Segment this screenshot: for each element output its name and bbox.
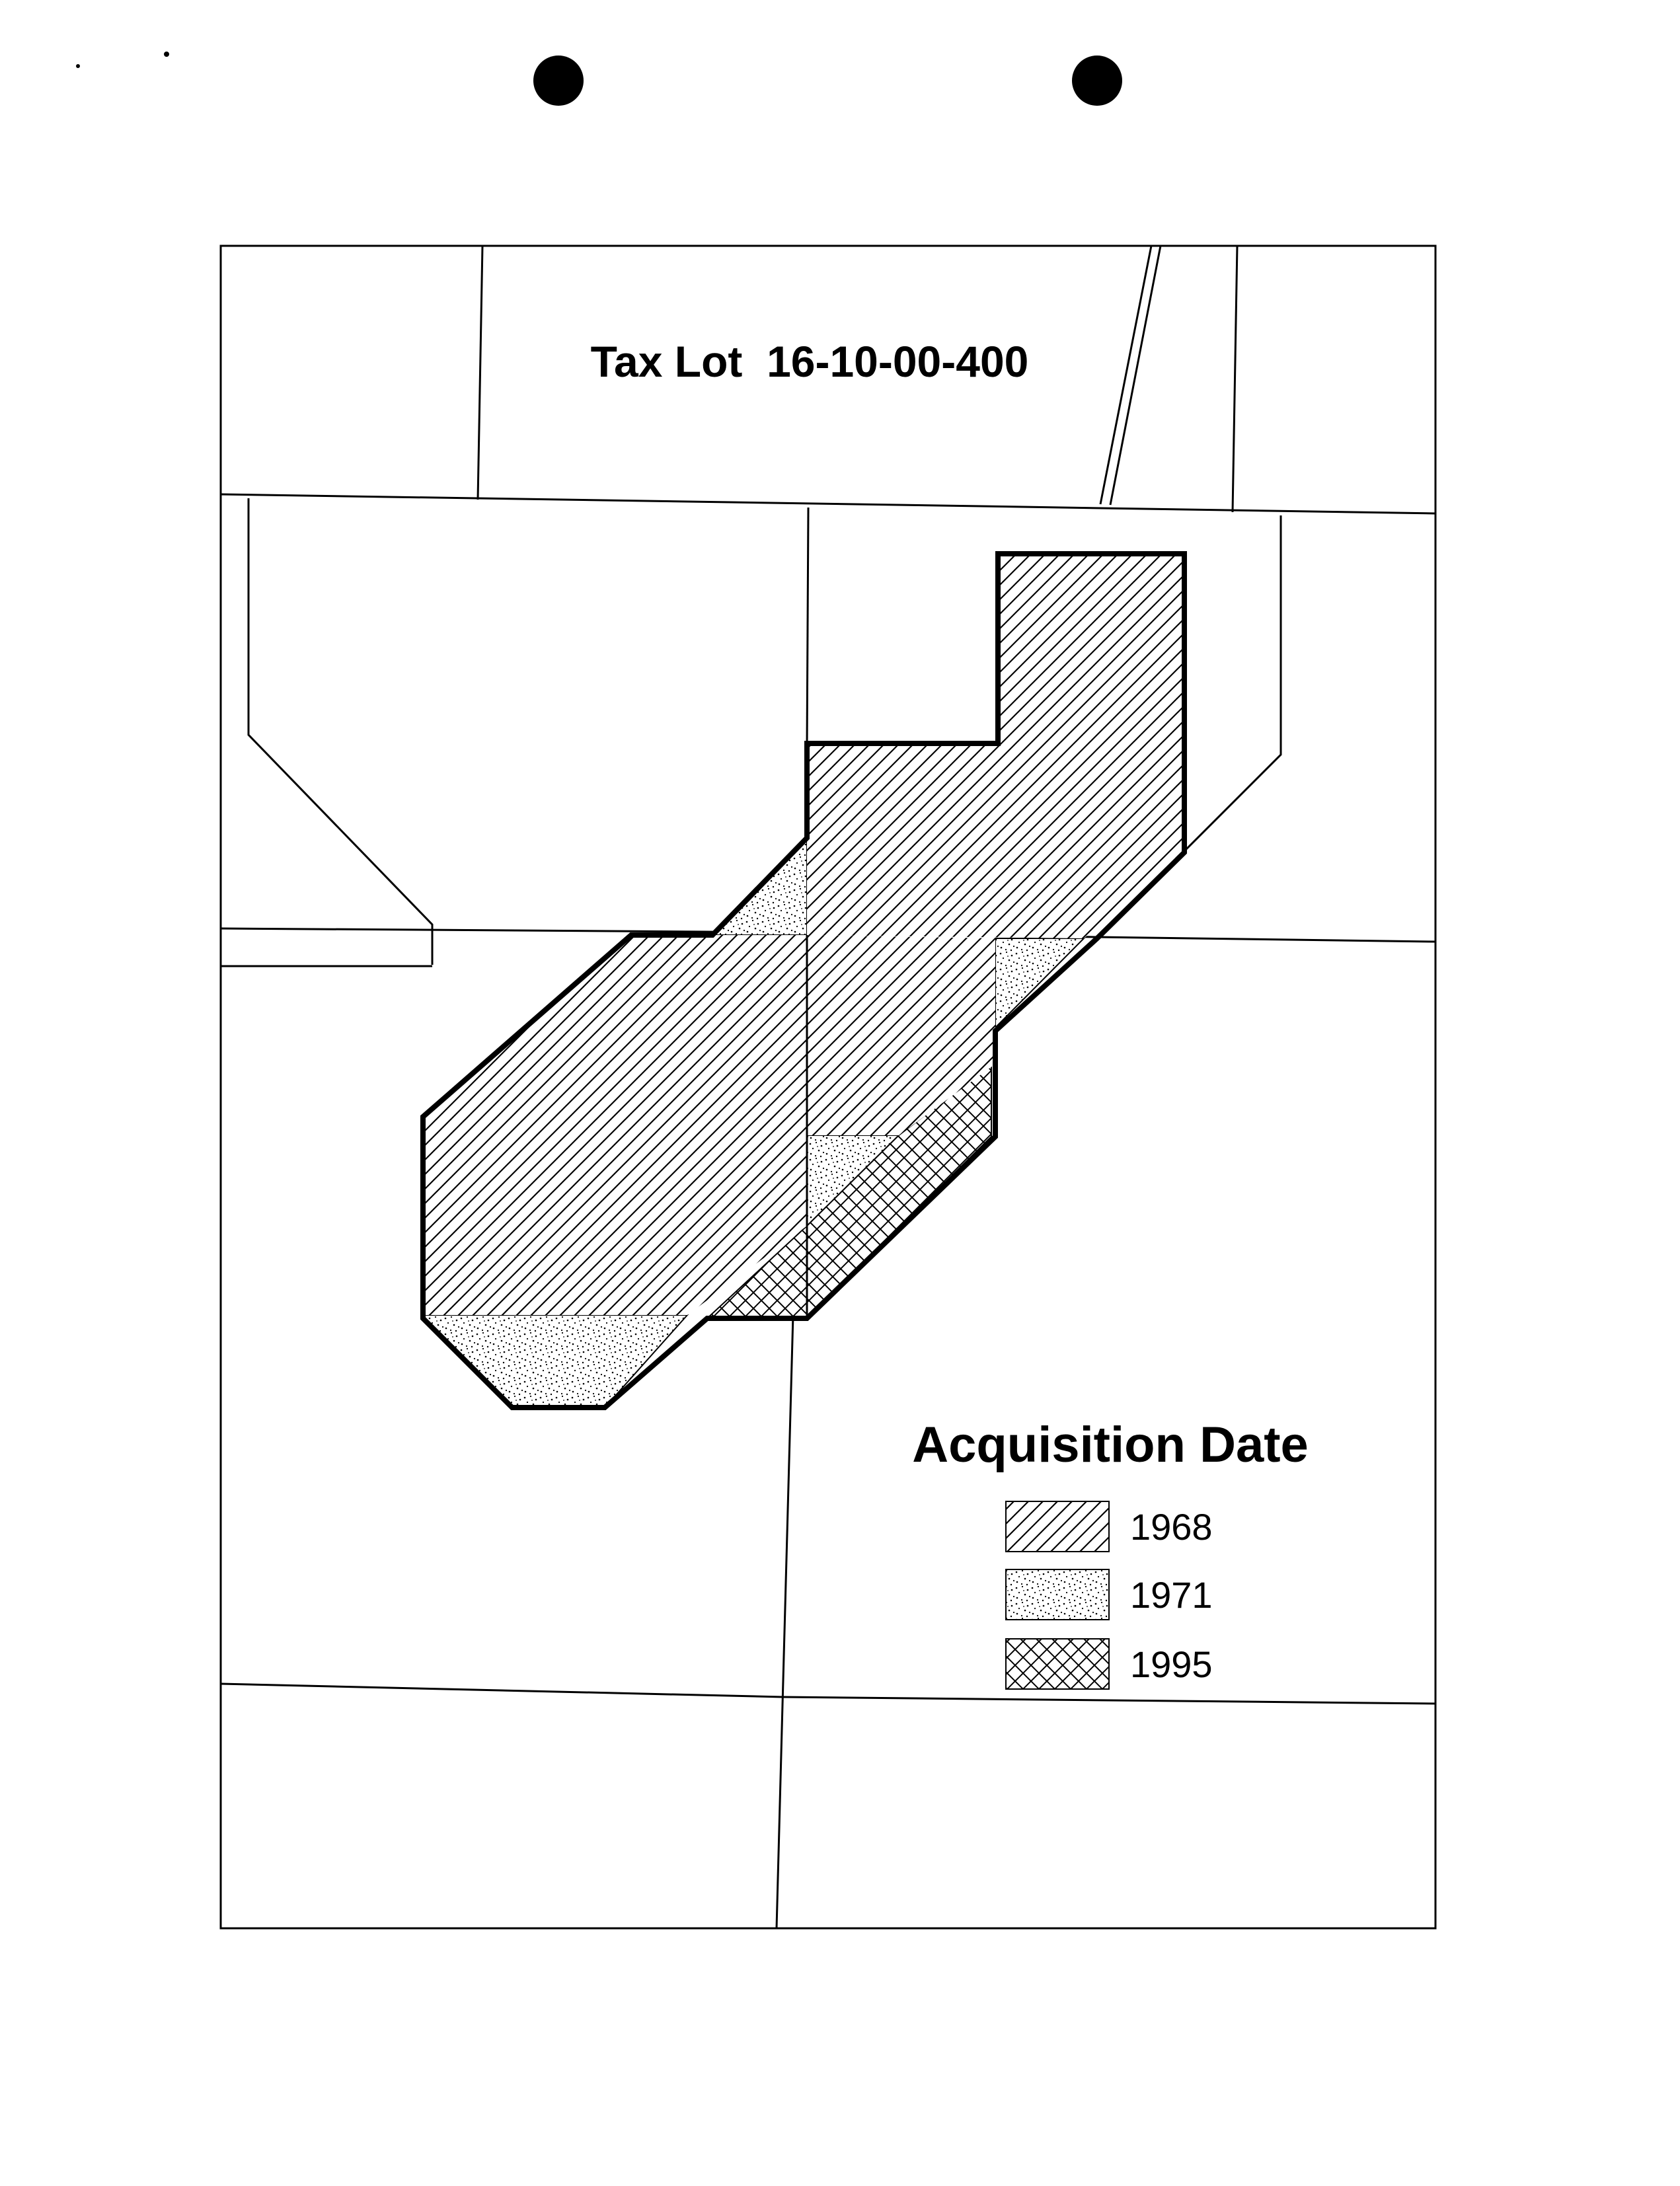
parcel-line <box>1110 246 1161 505</box>
speck <box>76 64 80 68</box>
parcel-line <box>1100 246 1151 504</box>
legend <box>912 1417 1309 1689</box>
area-1971-east <box>995 938 1084 1028</box>
acquisition-areas <box>423 554 1184 1408</box>
legend-swatch-1968 <box>1006 1501 1109 1552</box>
parcel-line <box>478 246 482 500</box>
legend-title: Acquisition Date <box>912 1417 1309 1473</box>
area-1968-south <box>423 935 807 1315</box>
parcel-line <box>807 508 808 748</box>
legend-swatch-1995 <box>1006 1639 1109 1689</box>
punch-hole-right <box>1072 56 1122 106</box>
speck <box>164 52 169 57</box>
legend-label-1971: 1971 <box>1130 1574 1213 1616</box>
legend-label-1968: 1968 <box>1130 1506 1213 1548</box>
parcel-line <box>1183 515 1281 852</box>
tax-lot-title: Tax Lot 16-10-00-400 <box>590 337 1029 386</box>
parcel-line <box>221 1684 1435 1704</box>
legend-swatch-1971 <box>1006 1569 1109 1620</box>
parcel-line <box>1233 246 1237 512</box>
parcel-line <box>777 1315 793 1928</box>
parcel-line <box>248 498 432 930</box>
punch-hole-left <box>533 56 584 106</box>
parcel-line <box>221 494 1435 513</box>
legend-label-1995: 1995 <box>1130 1643 1213 1685</box>
